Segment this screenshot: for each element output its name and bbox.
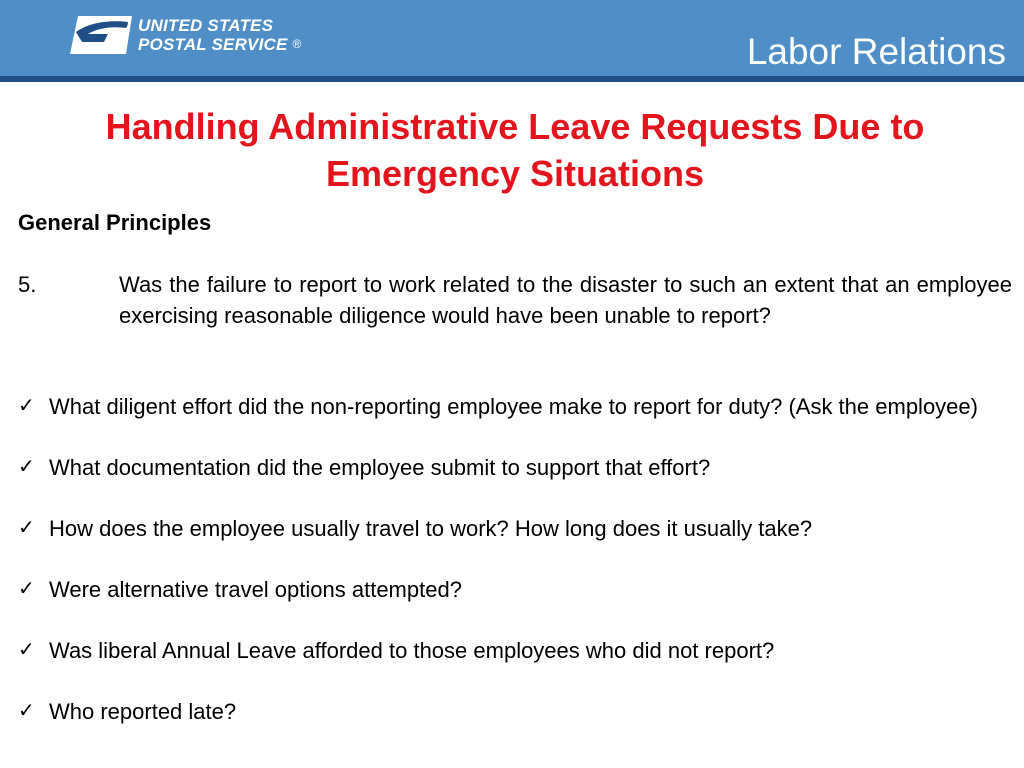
check-icon: ✓ xyxy=(18,639,35,661)
check-icon: ✓ xyxy=(18,700,35,722)
item-number: 5. xyxy=(18,272,37,297)
usps-eagle-icon xyxy=(68,14,132,54)
check-icon: ✓ xyxy=(18,395,35,417)
list-item xyxy=(18,696,1012,727)
usps-logo xyxy=(68,14,318,58)
usps-wordmark xyxy=(138,16,302,54)
logo-line-2: POSTAL SERVICE ® xyxy=(138,35,302,54)
registered-mark: ® xyxy=(292,37,302,51)
list-item xyxy=(18,513,1012,544)
slide-title: Handling Administrative Leave Requests Due to Emergency Situations xyxy=(105,106,925,194)
header-bar xyxy=(0,0,1024,82)
list-item-text: How does the employee usually travel to work? How long does it usually take? xyxy=(49,516,813,541)
list-item-text: What diligent effort did the non-reporting employee make to report for duty? (Ask the employee) xyxy=(49,394,978,419)
list-item xyxy=(18,574,1012,605)
logo-line-1: UNITED STATES xyxy=(138,16,274,35)
item-text: Was the failure to report to work related to the disaster to such an extent that an employee exercising reasonable diligence would have been unable to report? xyxy=(119,272,1012,328)
check-icon: ✓ xyxy=(18,578,35,600)
list-item xyxy=(18,635,1012,666)
check-icon: ✓ xyxy=(18,456,35,478)
list-item-text: Who reported late? xyxy=(49,699,237,724)
list-item xyxy=(18,391,1012,422)
list-item-text: Were alternative travel options attempted? xyxy=(49,577,462,602)
list-item-text: What documentation did the employee submit to support that effort? xyxy=(49,455,711,480)
checklist xyxy=(18,391,1012,757)
numbered-item xyxy=(18,269,1012,331)
list-item-text: Was liberal Annual Leave afforded to those employees who did not report? xyxy=(49,638,775,663)
section-title: Labor Relations xyxy=(746,31,1006,72)
check-icon: ✓ xyxy=(18,517,35,539)
subhead: General Principles xyxy=(18,210,212,235)
list-item xyxy=(18,452,1012,483)
